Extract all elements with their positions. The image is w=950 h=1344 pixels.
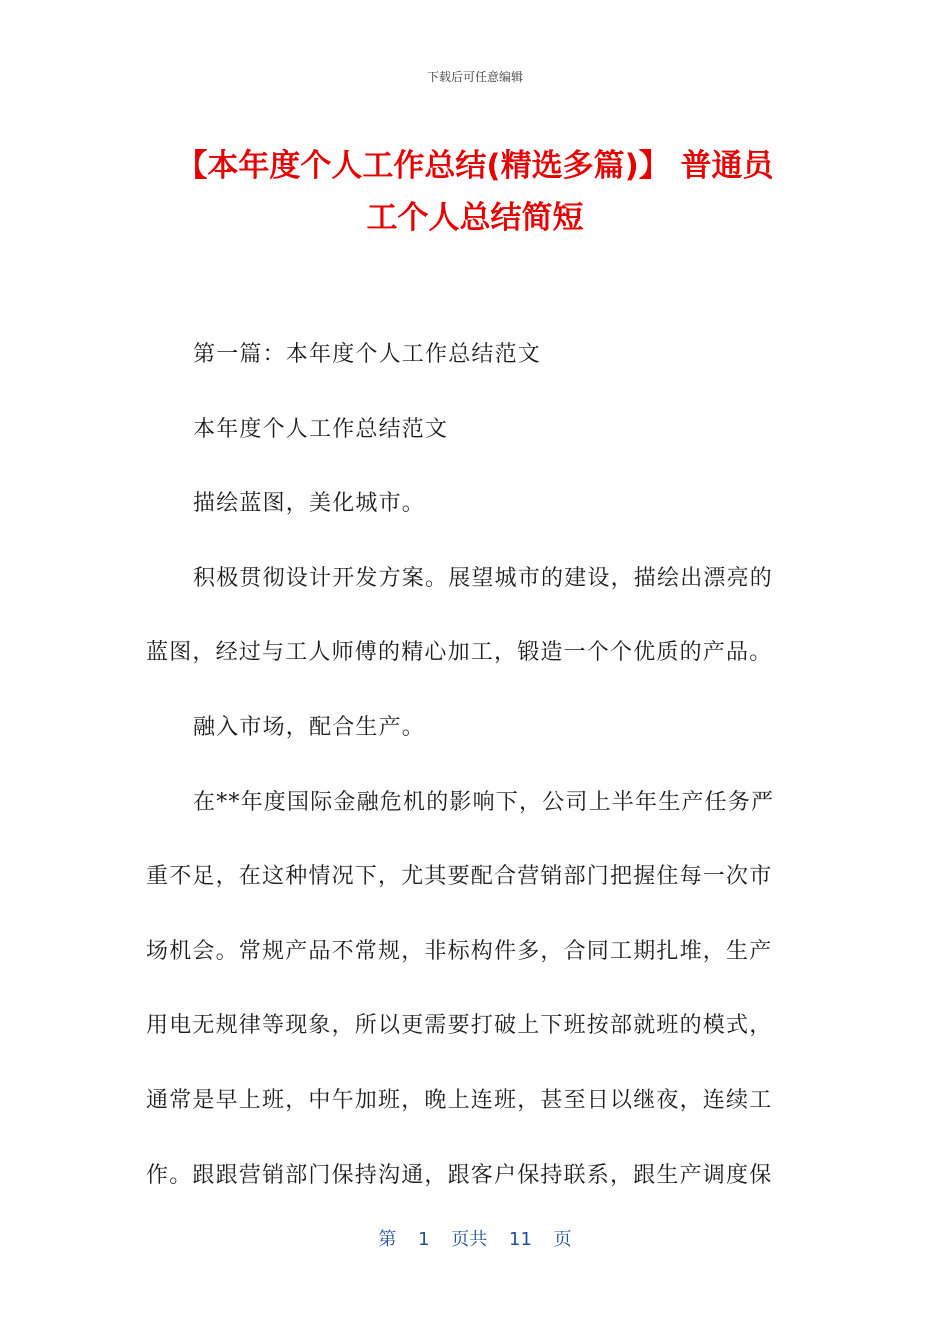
document-title [120, 140, 830, 244]
paragraph-line: 场机会。常规产品不常规，非标构件多，合同工期扎堆，生产 [146, 938, 773, 964]
paragraph-line: 通常是早上班，中午加班，晚上连班，甚至日以继夜，连续工 [146, 1087, 773, 1113]
title-line-1: 【本年度个人工作总结(精选多篇)】 普通员 [176, 148, 774, 184]
paragraph-line: 描绘蓝图，美化城市。 [193, 491, 426, 517]
page-number: 1 [418, 1229, 430, 1250]
paragraph-line: 本年度个人工作总结范文 [193, 416, 449, 442]
paragraph-line: 作。跟跟营销部门保持沟通，跟客户保持联系，跟生产调度保 [146, 1162, 773, 1188]
page-label-mid: 页共 [451, 1229, 488, 1250]
paragraph-line: 第一篇：本年度个人工作总结范文 [193, 342, 542, 367]
header-note: 下载后可任意编辑 [426, 70, 523, 84]
paragraph-line: 蓝图，经过与工人师傅的精心加工，锻造一个个优质的产品。 [146, 640, 773, 666]
page-label-suffix: 页 [553, 1229, 572, 1250]
paragraph-line: 在**年度国际金融危机的影响下，公司上半年生产任务严 [193, 789, 775, 815]
title-line-2: 工个人总结简短 [366, 200, 584, 236]
paragraph-line: 融入市场，配合生产。 [193, 714, 426, 740]
page-footer [0, 1225, 950, 1251]
paragraph-line: 用电无规律等现象，所以更需要打破上下班按部就班的模式， [146, 1013, 773, 1039]
paragraph-line: 重不足，在这种情况下，尤其要配合营销部门把握住每一次市 [146, 864, 773, 890]
page-label-prefix: 第 [378, 1229, 397, 1250]
total-pages: 11 [509, 1229, 532, 1250]
paragraph-line: 积极贯彻设计开发方案。展望城市的建设，描绘出漂亮的 [193, 565, 774, 591]
document-body [146, 318, 794, 1213]
